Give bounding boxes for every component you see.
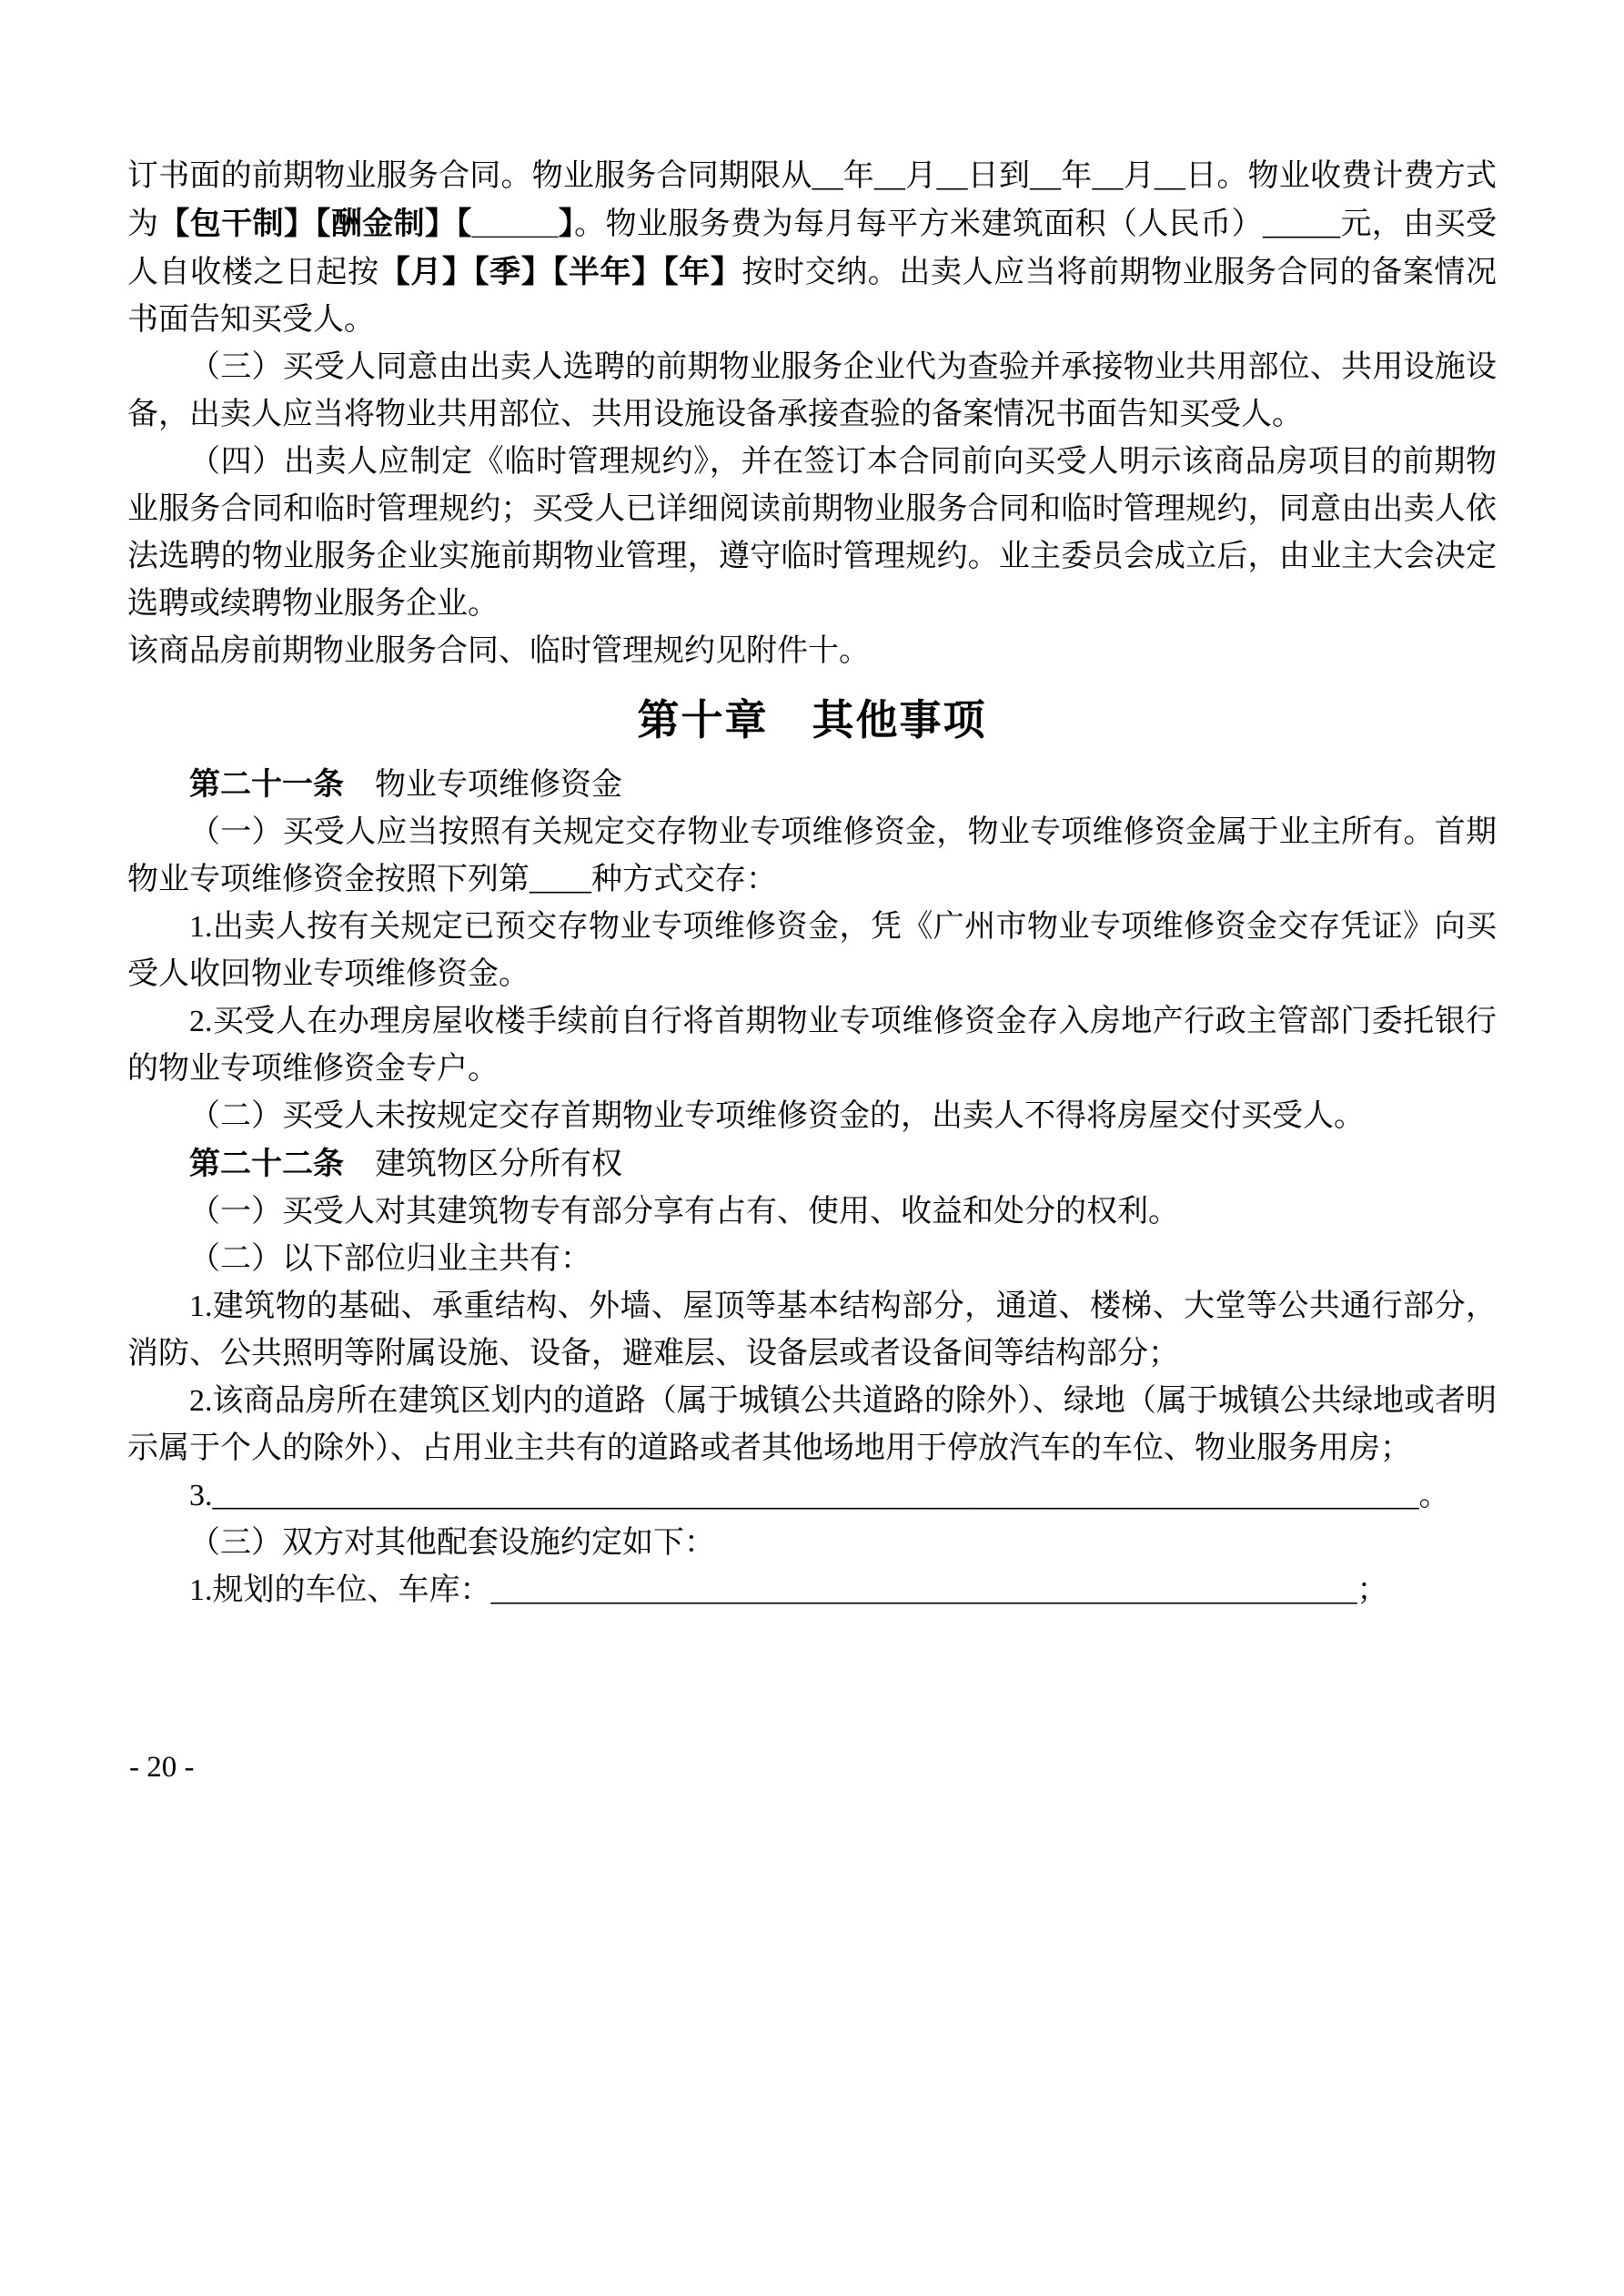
bold-text: 【包干制】【酬金制】【_____】	[158, 207, 575, 241]
bold-text: 第十章 其他事项	[637, 696, 987, 743]
text-run: （四）出卖人应制定《临时管理规约》，并在签订本合同前向买受人明示该商品房项目的前期物业服务合同和临时管理规约；买受人已详细阅读前期物业服务合同和临时管理规约，同意由出卖人依法选聘的物业服务企业实施前期物业管理，遵守临时管理规约。业主委员会成立后，由业主大会决定选聘或续聘物业服务企业。	[127, 445, 1497, 621]
para-22-item-1	[127, 1188, 1497, 1236]
para-article-22-title	[127, 1140, 1497, 1188]
text-run: 。物业服务费为每月每平方米建筑面积（人民币）_____元，由买受人自收楼之日起按	[127, 207, 1498, 289]
blank-field: ______________________________________________________________________________	[212, 1479, 1419, 1512]
para-21-option-2	[127, 998, 1497, 1093]
para-21-option-1	[127, 904, 1497, 998]
text-run: 2.该商品房所在建筑区划内的道路（属于城镇公共道路的除外）、绿地（属于城镇公共绿地或者明示属于个人的除外）、占用业主共有的道路或者其他场地用于停放汽车的车位、物业服务用房；	[127, 1384, 1497, 1465]
chapter-heading	[127, 690, 1497, 750]
text-run: 。	[1418, 1479, 1450, 1512]
para-attachment-note	[127, 628, 1497, 675]
text-run: 1.规划的车位、车库：	[189, 1573, 491, 1607]
para-22-item-2	[127, 1236, 1497, 1283]
text-run: 1.建筑物的基础、承重结构、外墙、屋顶等基本结构部分，通道、楼梯、大堂等公共通行部分，消防、公共照明等附属设施、设备，避难层、设备层或者设备间等结构部分；	[127, 1290, 1497, 1371]
text-run: （二）买受人未按规定交存首期物业专项维修资金的，出卖人不得将房屋交付买受人。	[189, 1099, 1365, 1133]
text-run: 物业专项维修资金	[344, 768, 622, 802]
blank-field: ________________________________________________________	[490, 1573, 1357, 1607]
para-article-21-title	[127, 761, 1497, 809]
text-run: （二）以下部位归业主共有：	[189, 1242, 591, 1276]
para-item-4-temporary-rules	[127, 439, 1497, 628]
para-22-3-parking	[127, 1567, 1497, 1614]
para-service-contract-term	[127, 153, 1497, 344]
bold-text: 第二十一条	[189, 767, 344, 802]
para-item-3-inspection	[127, 344, 1497, 439]
text-run: 3.	[189, 1479, 213, 1512]
text-run: （一）买受人对其建筑物专有部分享有占有、使用、收益和处分的权利。	[189, 1195, 1179, 1229]
para-21-item-2	[127, 1093, 1497, 1140]
bold-text: 【月】【季】【半年】【年】	[378, 255, 742, 289]
para-21-item-1	[127, 809, 1497, 904]
text-run: 建筑物区分所有权	[344, 1148, 622, 1181]
text-run: ；	[1357, 1573, 1388, 1607]
para-22-common-1	[127, 1283, 1497, 1378]
text-run: （三）买受人同意由出卖人选聘的前期物业服务企业代为查验并承接物业共用部位、共用设施设备，出卖人应当将物业共用部位、共用设施设备承接查验的备案情况书面告知买受人。	[127, 350, 1497, 431]
bold-text: 第二十二条	[189, 1147, 344, 1181]
text-run: 1.出卖人按有关规定已预交存物业专项维修资金，凭《广州市物业专项维修资金交存凭证》向买受人收回物业专项维修资金。	[127, 910, 1497, 991]
text-run: 该商品房前期物业服务合同、临时管理规约见附件十。	[127, 634, 870, 668]
text-run: 按时交纳。出卖人应当将前期物业服务合同的备案情况书面告知买受人。	[127, 256, 1498, 337]
text-run: （三）双方对其他配套设施约定如下：	[189, 1526, 715, 1560]
para-22-common-3-blank	[127, 1472, 1497, 1520]
text-run: 2.买受人在办理房屋收楼手续前自行将首期物业专项维修资金存入房地产行政主管部门委托银行的物业专项维修资金专户。	[127, 1005, 1497, 1086]
para-22-common-2	[127, 1378, 1497, 1472]
text-run: 订书面的前期物业服务合同。物业服务合同期限从__年__月__日到__年__月__日。物业收费计费方式为	[127, 159, 1497, 241]
text-run: （一）买受人应当按照有关规定交存物业专项维修资金，物业专项维修资金属于业主所有。首期物业专项维修资金按照下列第____种方式交存：	[127, 815, 1497, 896]
document-content	[127, 153, 1497, 1614]
para-22-item-3	[127, 1520, 1497, 1567]
page-number: - 20 -	[129, 1751, 195, 1784]
